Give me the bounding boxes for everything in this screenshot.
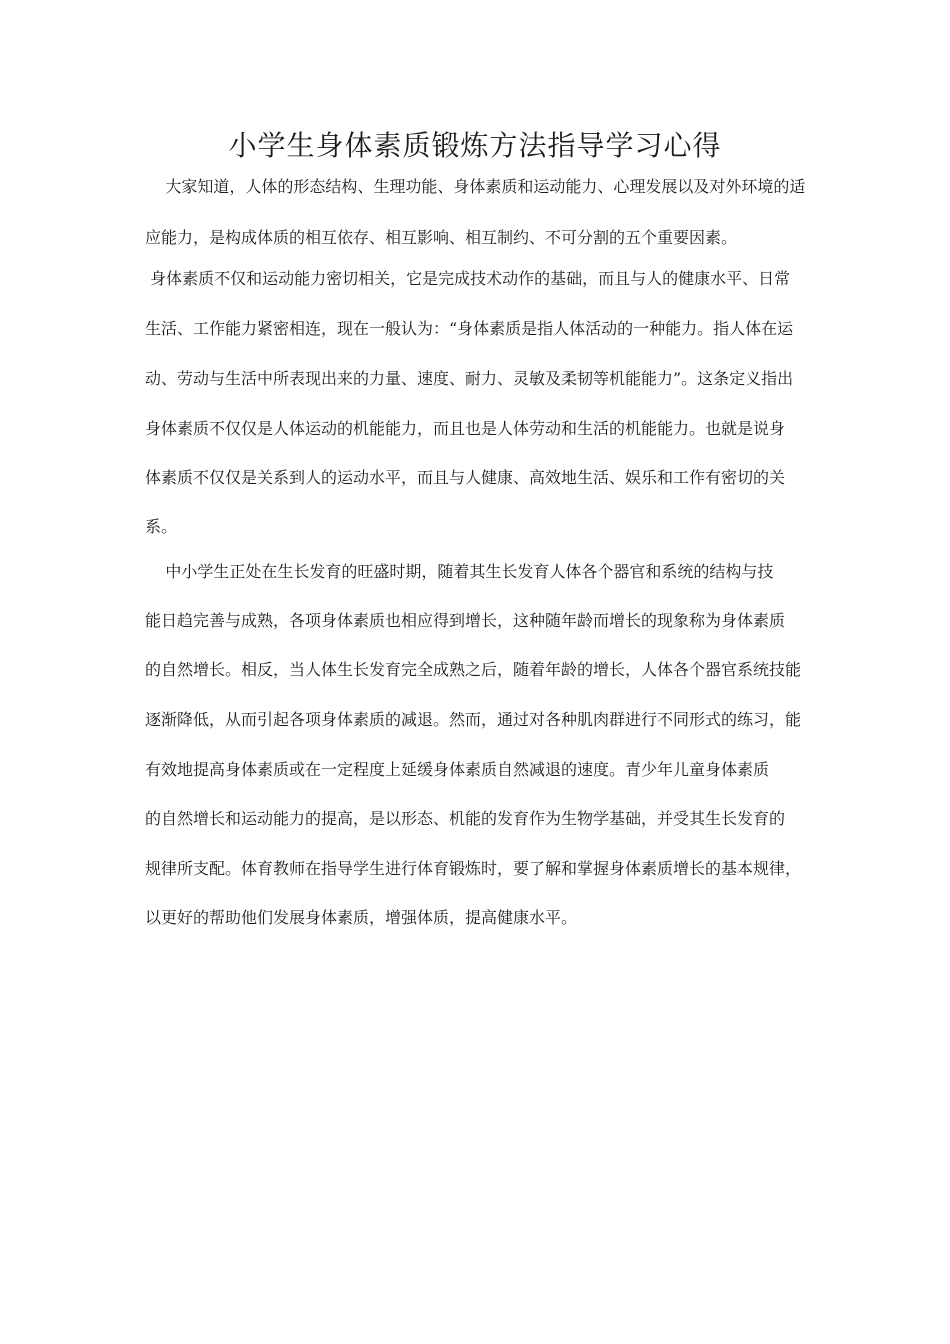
text-line: 能日趋完善与成熟，各项身体素质也相应得到增长，这种随年龄而增长的现象称为身体素质 (145, 611, 786, 630)
text-line: 的自然增长和运动能力的提高，是以形态、机能的发育作为生物学基础，并受其生长发育的 (145, 809, 786, 828)
text-line: 有效地提高身体素质或在一定程度上延缓身体素质自然减退的速度。青少年儿童身体素质 (145, 760, 770, 779)
text-line: 动、劳动与生活中所表现出来的力量、速度、耐力、灵敏及柔韧等机能能力”。这条定义指出 (145, 369, 794, 388)
text-line: 身体素质不仅仅是人体运动的机能能力，而且也是人体劳动和生活的机能能力。也就是说身 (145, 419, 786, 438)
text-line: 规律所支配。体育教师在指导学生进行体育锻炼时，要了解和掌握身体素质增长的基本规律， (145, 859, 802, 878)
document-title: 小学生身体素质锻炼方法指导学习心得 (228, 129, 722, 162)
text-line: 逐渐降低，从而引起各项身体素质的减退。然而，通过对各种肌肉群进行不同形式的练习，能 (145, 710, 802, 729)
text-line: 应能力，是构成体质的相互依存、相互影响、相互制约、不可分割的五个重要因素。 (145, 228, 738, 247)
text-line: 体素质不仅仅是关系到人的运动水平，而且与人健康、高效地生活、娱乐和工作有密切的关 (145, 468, 786, 487)
text-line: 身体素质不仅和运动能力密切相关，它是完成技术动作的基础，而且与人的健康水平、日常 (145, 269, 791, 288)
text-line: 系。 (145, 517, 178, 536)
text-line: 大家知道，人体的形态结构、生理功能、身体素质和运动能力、心理发展以及对外环境的适 (145, 177, 806, 196)
text-line: 生活、工作能力紧密相连，现在一般认为：“身体素质是指人体活动的一种能力。指人体在运 (145, 319, 794, 338)
text-line: 以更好的帮助他们发展身体素质，增强体质，提高健康水平。 (145, 908, 578, 927)
text-line: 的自然增长。相反，当人体生长发育完全成熟之后，随着年龄的增长，人体各个器官系统技能 (145, 660, 802, 679)
text-line: 中小学生正处在生长发育的旺盛时期，随着其生长发育人体各个器官和系统的结构与技 (145, 562, 774, 581)
